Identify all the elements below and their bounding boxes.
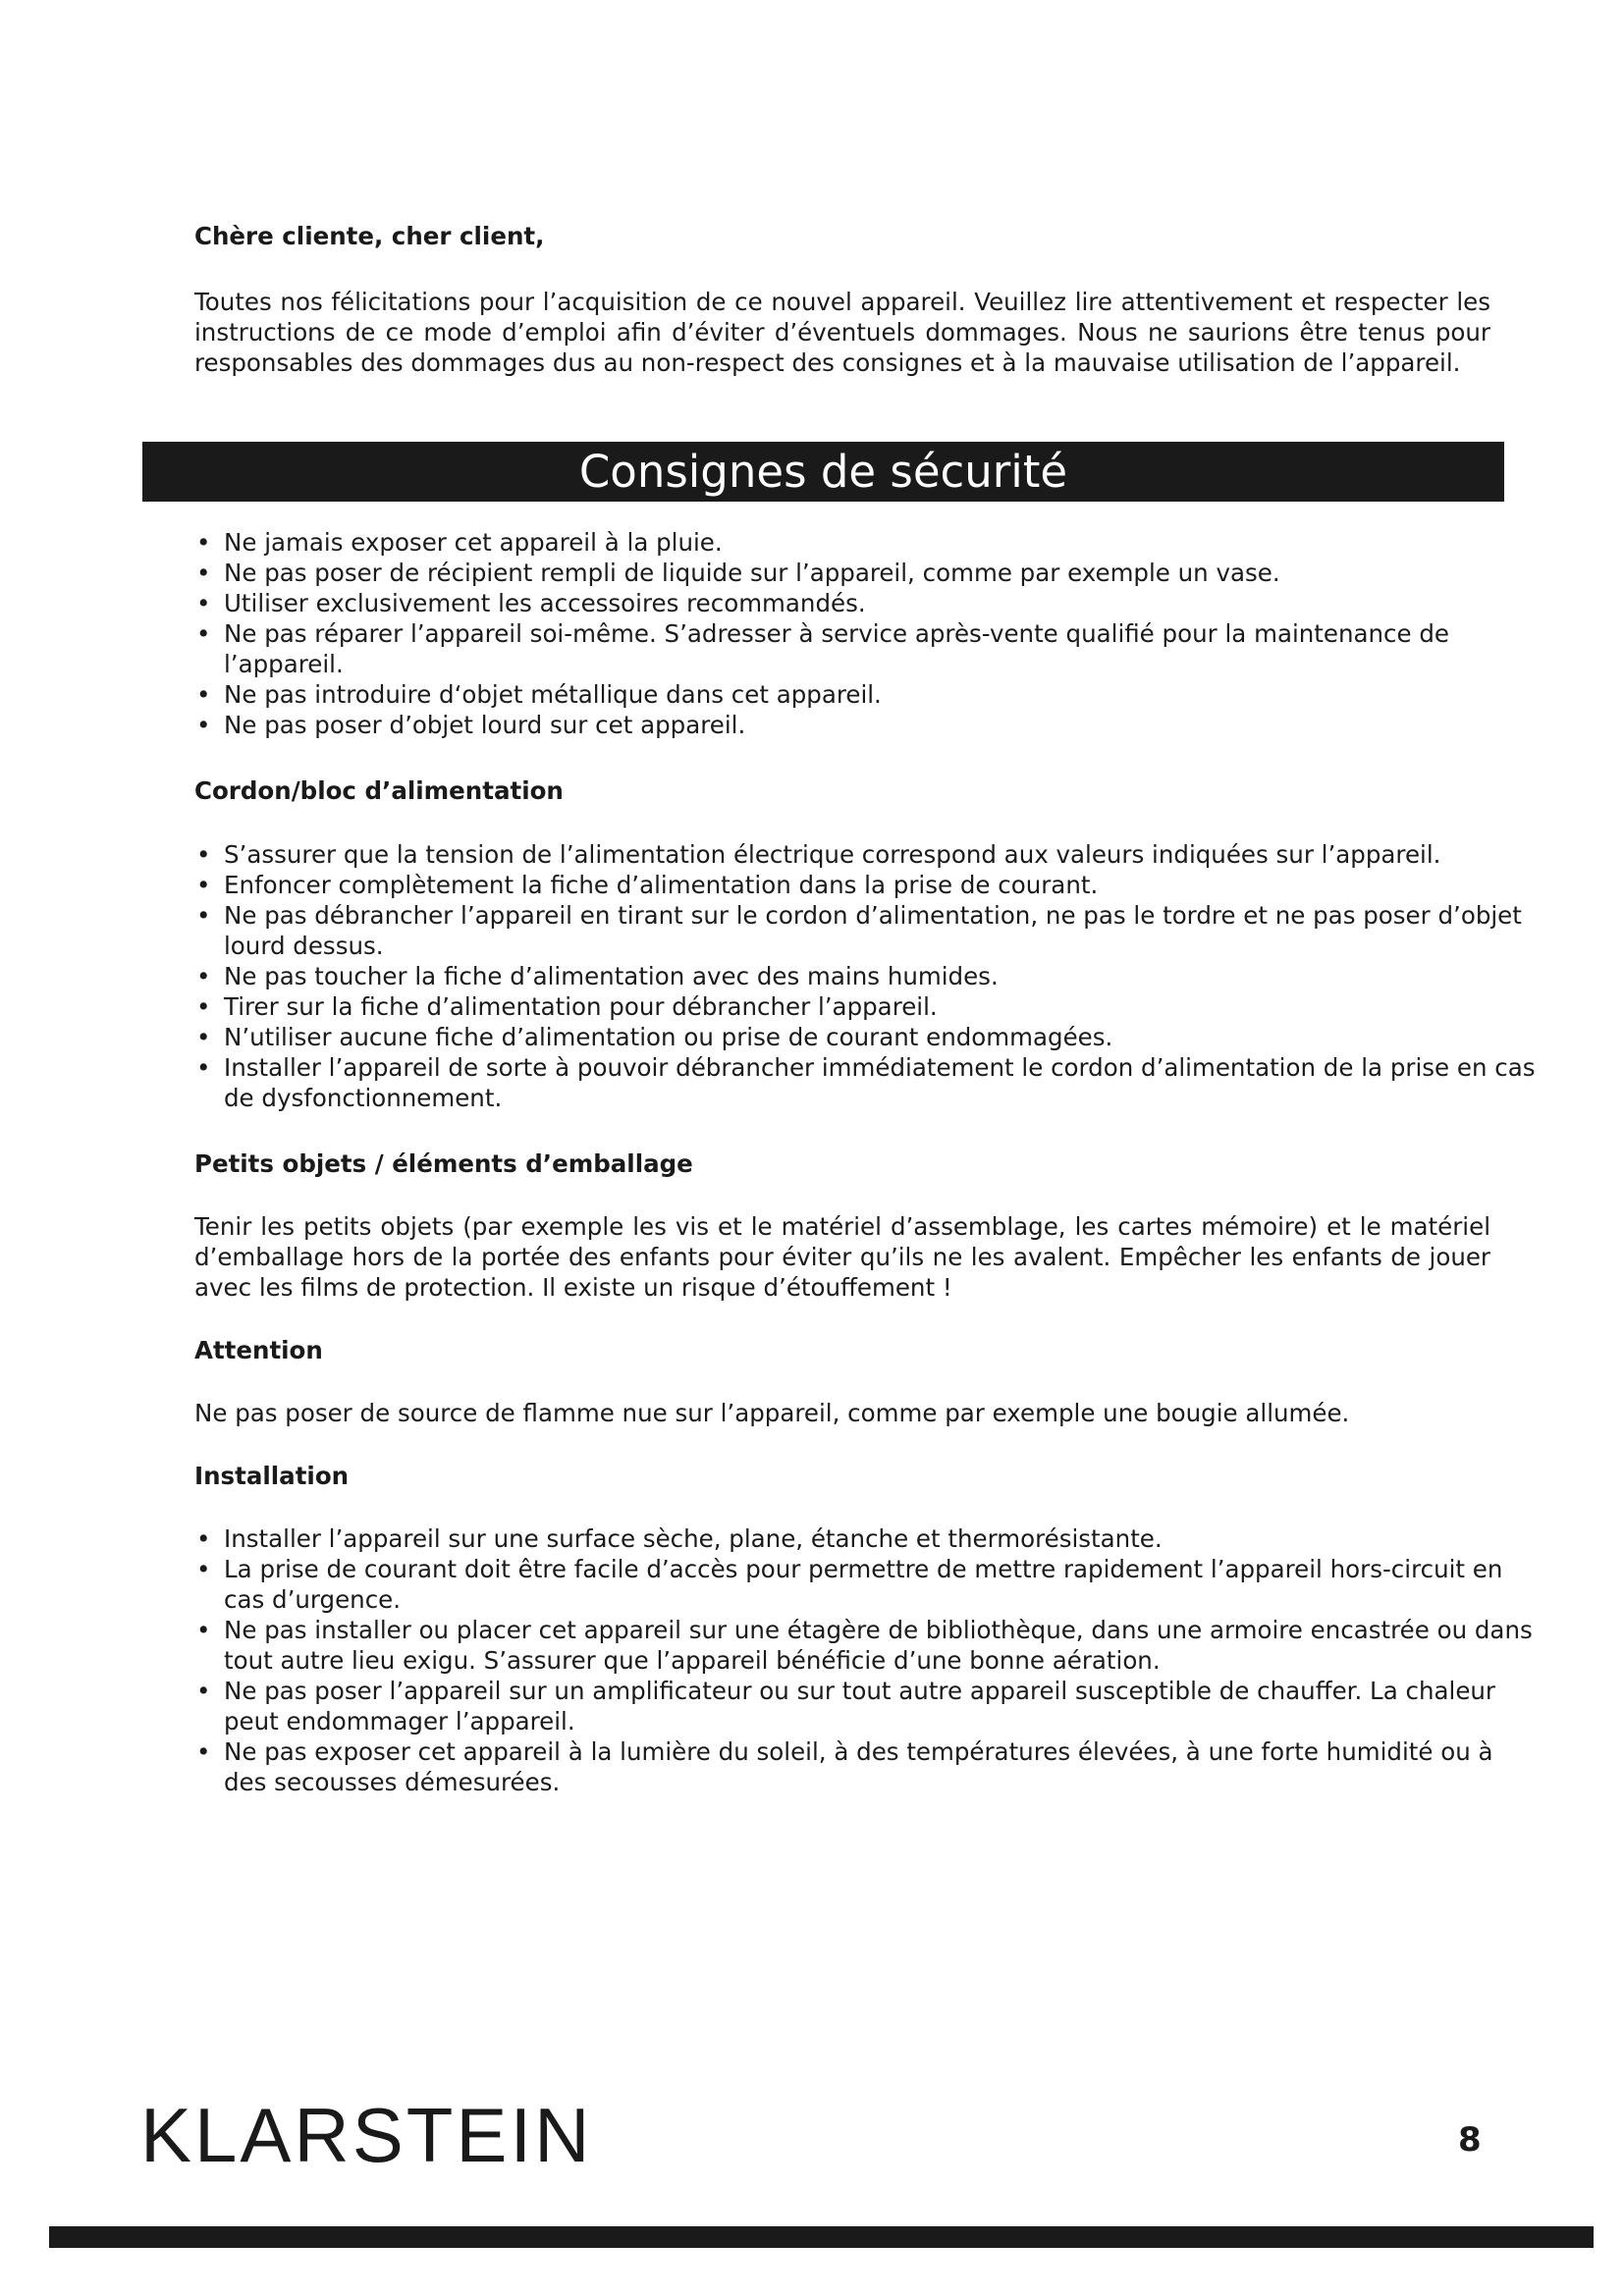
- list-item: • Ne pas toucher la fiche d’alimentation avec des mains humides.: [194, 961, 1540, 991]
- list-item: • Ne pas introduire d‘objet métallique dans cet appareil.: [194, 679, 1540, 710]
- list-item: • Utiliser exclusivement les accessoires recommandés.: [194, 588, 1540, 618]
- footer-rule: [49, 2226, 1594, 2248]
- attention-heading: Attention: [194, 1336, 323, 1364]
- safety-title: Consignes de sécurité: [578, 446, 1068, 498]
- list-item: • Ne pas exposer cet appareil à la lumière du soleil, à des températures élevées, à une forte humidité ou à des secousses démesurées.: [194, 1736, 1540, 1797]
- power-heading: Cordon/bloc d’alimentation: [194, 776, 564, 805]
- safety-list: [194, 527, 1540, 740]
- intro-paragraph: Toutes nos félicitations pour l’acquisition de ce nouvel appareil. Veuillez lire attentivement et respecter les instructions de ce mode d’emploi afin d’éviter d’éventuels dommages. Nous ne saurions être tenus pour responsables des dommages dus au non-respect des consignes et à la mauvaise utilisation de l’appareil.: [194, 288, 1490, 377]
- page-number: 8: [1458, 2120, 1482, 2160]
- list-item: • Enfoncer complètement la fiche d’alimentation dans la prise de courant.: [194, 870, 1540, 900]
- greeting: Chère cliente, cher client,: [194, 222, 545, 250]
- small-parts-heading: Petits objets / éléments d’emballage: [194, 1149, 693, 1178]
- list-item: • Installer l’appareil de sorte à pouvoir débrancher immédiatement le cordon d’alimentation de la prise en cas de dysfonctionnement.: [194, 1052, 1540, 1113]
- list-item: • Ne pas installer ou placer cet appareil sur une étagère de bibliothèque, dans une armoire encastrée ou dans tout autre lieu exigu. S’assurer que l’appareil bénéficie d’une bonne aération.: [194, 1615, 1540, 1676]
- list-item: • Ne pas réparer l’appareil soi-même. S’adresser à service après-vente qualifié pour la maintenance de l’appareil.: [194, 618, 1540, 679]
- list-item: • Ne pas poser l’appareil sur un amplificateur ou sur tout autre appareil susceptible de chauffer. La chaleur peut endommager l’appareil.: [194, 1676, 1540, 1736]
- list-item: • Ne jamais exposer cet appareil à la pluie.: [194, 527, 1540, 558]
- installation-list: [194, 1523, 1540, 1797]
- list-item: • La prise de courant doit être facile d’accès pour permettre de mettre rapidement l’appareil hors-circuit en cas d’urgence.: [194, 1554, 1540, 1615]
- safety-title-bar: [142, 442, 1504, 502]
- list-item: • N’utiliser aucune fiche d’alimentation ou prise de courant endommagées.: [194, 1022, 1540, 1052]
- small-parts-paragraph: Tenir les petits objets (par exemple les vis et le matériel d’assemblage, les cartes mémoire) et le matériel d’emballage hors de la portée des enfants pour éviter qu’ils ne les avalent. Empêcher les enfants de jouer avec les films de protection. Il existe un risque d’étouffement !: [194, 1212, 1490, 1302]
- list-item: • Installer l’appareil sur une surface sèche, plane, étanche et thermorésistante.: [194, 1523, 1540, 1554]
- list-item: • Tirer sur la fiche d’alimentation pour débrancher l’appareil.: [194, 991, 1540, 1022]
- installation-heading: Installation: [194, 1462, 350, 1490]
- power-list: [194, 839, 1540, 1113]
- list-item: • S’assurer que la tension de l’alimentation électrique correspond aux valeurs indiquées sur l’appareil.: [194, 839, 1540, 870]
- list-item: • Ne pas poser d’objet lourd sur cet appareil.: [194, 710, 1540, 740]
- brand-logo: KLARSTEIN: [140, 2092, 593, 2178]
- list-item: • Ne pas poser de récipient rempli de liquide sur l’appareil, comme par exemple un vase.: [194, 558, 1540, 588]
- attention-paragraph: Ne pas poser de source de flamme nue sur l’appareil, comme par exemple une bougie allumée.: [194, 1399, 1350, 1427]
- list-item: • Ne pas débrancher l’appareil en tirant sur le cordon d’alimentation, ne pas le tordre et ne pas poser d’objet lourd dessus.: [194, 900, 1540, 961]
